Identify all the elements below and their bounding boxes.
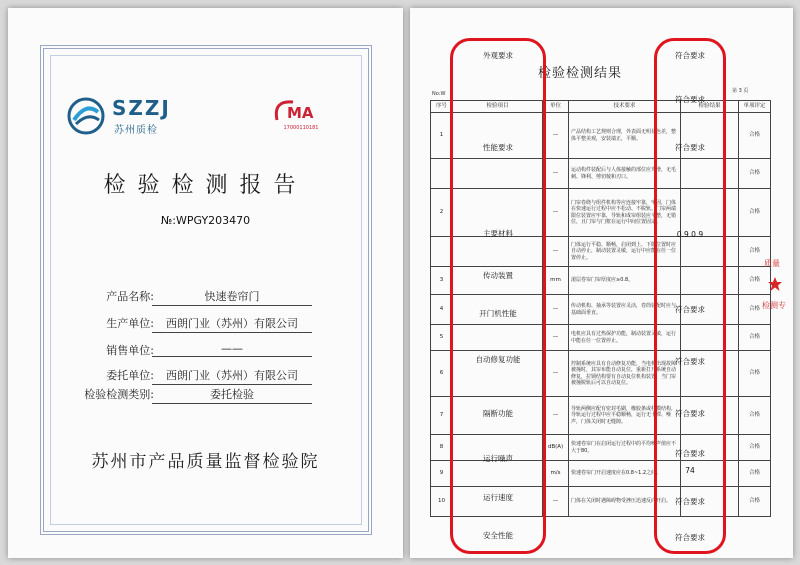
logo-subtext: 苏州质检	[114, 125, 158, 136]
row-requirement: 门体在关闭时遇障碍物受挫压迅速反向开启。	[569, 487, 681, 517]
field-value: 委托检验	[152, 386, 312, 404]
row-requirement: 运动构件装配后与人体接触的部位应光滑，无毛刺、锋利、剪切棱和刃口。	[569, 159, 681, 189]
row-unit: mm	[543, 267, 569, 295]
row-eval: 合格	[739, 461, 771, 487]
result-label: 符合要求	[675, 449, 705, 458]
row-no: 1	[431, 113, 453, 159]
row-no: 10	[431, 487, 453, 517]
highlight-ring-results	[654, 38, 726, 554]
row-requirement: 滚层卷帘门帘厚度应≥0.8。	[569, 267, 681, 295]
stamp-text-bottom: 检测专	[762, 301, 786, 310]
szzj-logo	[66, 94, 186, 140]
row-no: 2	[431, 189, 453, 237]
result-label: 74	[685, 466, 695, 475]
report-no-fragment: No:W	[432, 91, 446, 97]
result-label: 0.9 0.9	[676, 230, 704, 239]
row-unit: m/s	[543, 461, 569, 487]
row-eval: 合格	[739, 397, 771, 435]
row-eval: 合格	[739, 325, 771, 351]
field-label: 委托单位:	[106, 369, 154, 382]
row-requirement: 快速卷帘门在启闭运行过程中的平均噪声值应不大于80。	[569, 435, 681, 461]
szzj-logo-icon	[66, 96, 106, 136]
result-title: 检验检测结果	[537, 66, 622, 81]
field-label: 产品名称:	[106, 290, 154, 303]
result-label: 符合要求	[675, 409, 705, 418]
cma-text: MA	[287, 104, 314, 122]
row-no: 7	[431, 397, 453, 435]
row-unit: —	[543, 325, 569, 351]
row-requirement: 门体运行平稳、顺畅，启闭到上、下限位置时应自动停止，制动装置灵敏，运行中应能在任一位置停止。	[569, 237, 681, 267]
highlight-ring-items	[450, 38, 546, 554]
row-requirement: 电机应具有过热保护功能，制动装置灵敏，运行中能在任一位置停止。	[569, 325, 681, 351]
row-no: 9	[431, 461, 453, 487]
row-no: 3	[431, 267, 453, 295]
item-label-transmission: 传动装置	[483, 271, 513, 280]
result-label: 符合要求	[675, 143, 705, 152]
row-eval: 合格	[739, 159, 771, 189]
result-label: 符合要求	[675, 305, 705, 314]
logo-text: SZZJ	[112, 96, 171, 120]
row-unit: —	[543, 295, 569, 325]
header-cell: 技术要求	[569, 101, 681, 113]
result-label: 符合要求	[675, 497, 705, 506]
result-label: 符合要求	[675, 533, 705, 542]
item-label-isolation: 隔断功能	[483, 409, 513, 418]
row-no: 6	[431, 351, 453, 397]
row-eval: 合格	[739, 295, 771, 325]
row-unit: —	[543, 351, 569, 397]
cma-number: 17000110181	[283, 125, 319, 131]
item-label-speed: 运行速度	[483, 493, 513, 502]
row-unit: —	[543, 487, 569, 517]
row-requirement: 传动机构、抽承等装置应灵活，卷筒装配时应与基础面垂直。	[569, 295, 681, 325]
field-label: 生产单位:	[106, 317, 154, 330]
row-eval: 合格	[739, 113, 771, 159]
field-value: 快速卷帘门	[152, 288, 312, 306]
cma-logo-icon	[271, 96, 331, 126]
item-label-appearance: 外观要求	[483, 51, 513, 60]
row-eval: 合格	[739, 189, 771, 237]
row-no: 4	[431, 295, 453, 325]
item-label-safety: 安全性能	[483, 531, 513, 540]
header-cell: 单项评定	[739, 101, 771, 113]
row-requirement: 门帘卷绕与组件机构等应连接牢靠，牢固，门体在快速运行过程中应不松动、不脱轨。门帘两端限位装置应牢靠，导轨和成帘组装应平整，无错位，且门帘与门框在运行中间位置固定。	[569, 189, 681, 237]
item-label-noise: 运行噪声	[483, 454, 513, 463]
item-label-opener: 开门机性能	[479, 309, 517, 318]
row-unit: —	[543, 397, 569, 435]
field-value: ——	[152, 342, 312, 357]
row-eval: 合格	[739, 237, 771, 267]
cma-mark	[271, 96, 331, 136]
row-requirement: 导轨两侧应配有密封毛刷，橡胶条或柱模结构，导轨运行过程中应平稳顺畅，运行无卡滞、噪声，门体关闭时无缝隙。	[569, 397, 681, 435]
stamp-star-icon	[767, 276, 783, 292]
page-number: 第 3 页	[732, 88, 749, 94]
field-label: 检验检测类别:	[84, 388, 154, 401]
header-cell: 单位	[543, 101, 569, 113]
result-page	[410, 8, 793, 558]
row-eval: 合格	[739, 487, 771, 517]
header-cell: 序号	[431, 101, 453, 113]
header-cell: 检验项目	[453, 101, 543, 113]
stamp-text-top: 质量	[764, 259, 780, 268]
row-unit: —	[543, 237, 569, 267]
result-label: 符合要求	[675, 357, 705, 366]
row-unit: dB(A)	[543, 435, 569, 461]
item-label-material: 主要材料	[483, 229, 513, 238]
item-label-self-repair: 自动修复功能	[475, 355, 521, 364]
header-cell: 检验结果	[681, 101, 739, 113]
row-unit: —	[543, 189, 569, 237]
row-requirement: 产品结构工艺规则合理，外表面无明显色差，整体平整美观，安装端正，平顺。	[569, 113, 681, 159]
row-requirement: 快速卷帘门开启速度应在0.8~1.2之间。	[569, 461, 681, 487]
report-number: №:WPGY203470	[160, 214, 251, 227]
report-cover-page	[8, 8, 403, 558]
row-eval: 合格	[739, 351, 771, 397]
row-eval: 合格	[739, 435, 771, 461]
field-value: 西朗门业（苏州）有限公司	[152, 315, 312, 333]
row-unit: —	[543, 159, 569, 189]
row-no: 5	[431, 325, 453, 351]
report-title: 检验检测报告	[103, 173, 308, 198]
field-value: 西朗门业（苏州）有限公司	[152, 367, 312, 385]
result-label: 符合要求	[675, 95, 705, 104]
row-eval: 合格	[739, 267, 771, 295]
item-label-performance: 性能要求	[483, 143, 513, 152]
row-unit: —	[543, 113, 569, 159]
issuing-institute: 苏州市产品质量监督检验院	[91, 452, 320, 472]
row-no: 8	[431, 435, 453, 461]
field-label: 销售单位:	[106, 344, 154, 357]
result-label: 符合要求	[675, 51, 705, 60]
row-requirement: 控制系统应具有自动修复功能，当电机出现故障被撞时，其帘布能自动复位，重新打开系统自动修复，拉锁结构要有自动复位机构装置，当门帘被撞脱轨后可以自动复位。	[569, 351, 681, 397]
